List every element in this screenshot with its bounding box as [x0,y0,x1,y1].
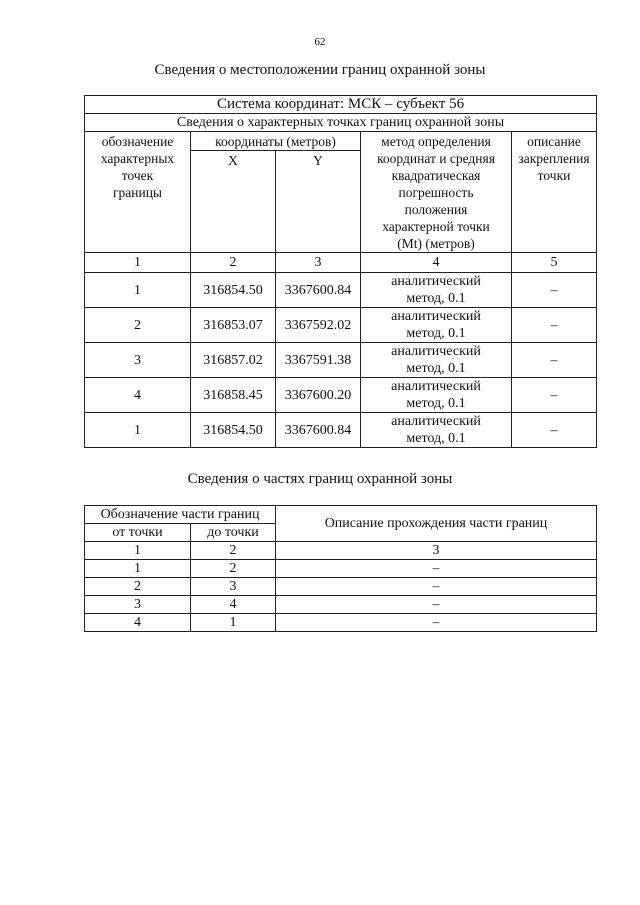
page-number: 62 [314,36,326,48]
header-coordinates: координаты (метров) [191,132,361,151]
header-y: Y [276,151,361,253]
boundary-parts-table [84,505,597,632]
table-row: 4 316858.45 3367600.20 аналитический метод, 0.1 – [85,378,597,413]
table-row: 3 4 – [85,596,597,614]
table-row: 4 1 – [85,614,597,632]
table-row: 2 316853.07 3367592.02 аналитический метод, 0.1 – [85,308,597,343]
table-row: 2 3 – [85,578,597,596]
table-row: 3 316857.02 3367591.38 аналитический метод, 0.1 – [85,343,597,378]
section-title-parts: Сведения о частях границ охранной зоны [187,471,453,487]
table-subtitle: Сведения о характерных точках границ охранной зоны [85,114,597,132]
header-from-point: от точки [85,524,191,542]
header-to-point: до точки [191,524,276,542]
table-row: 1 316854.50 3367600.84 аналитический метод, 0.1 – [85,413,597,448]
coordinate-system: Система координат: МСК – субъект 56 [85,96,597,114]
header-method: метод определения координат и средняя квадратическая погрешность положения характерной точки (Mt) (метров) [361,132,512,253]
header-part-description: Описание прохождения части границ [276,506,597,542]
column-numbers-row: 1 2 3 4 5 [85,253,597,273]
header-point-designation: обозначение характерных точек границы [85,132,191,253]
table-row: 1 316854.50 3367600.84 аналитический метод, 0.1 – [85,273,597,308]
section-title-location: Сведения о местоположении границ охранной зоны [154,62,486,78]
table-row: 1 2 – [85,560,597,578]
header-x: X [191,151,276,253]
boundary-points-table [84,95,597,448]
column-numbers-row: 1 2 3 [85,542,597,560]
header-description: описание закрепления точки [512,132,597,253]
header-part-designation: Обозначение части границ [85,506,276,524]
